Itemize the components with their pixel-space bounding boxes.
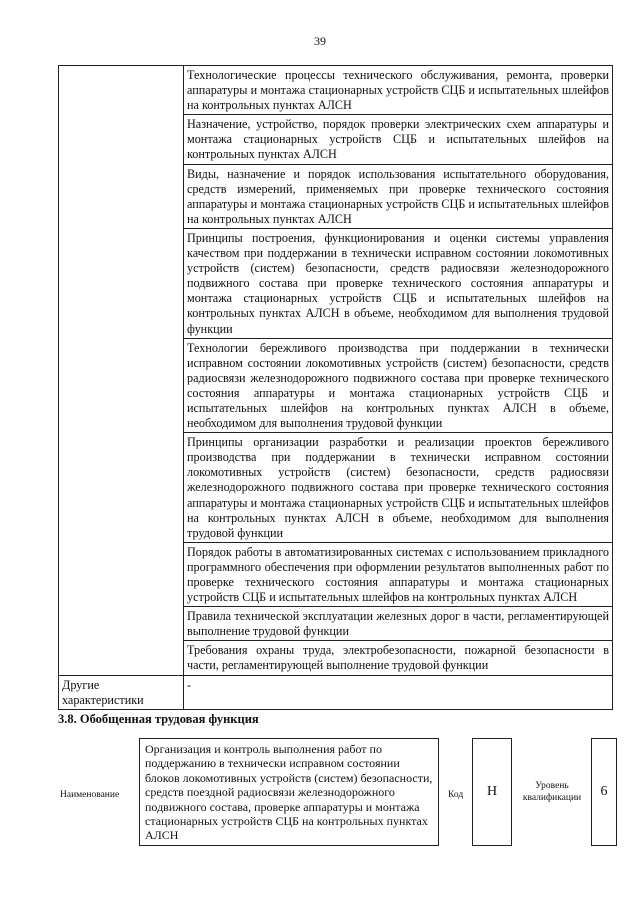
knowledge-item: Принципы организации разработки и реализации проектов бережливого производства при поддержании в технически исправном состоянии локомотивных устройств (систем) безопасности, средств радиосвязи железнодорожного подвижного состава при проверке технического состояния аппаратуры и монтажа стационарных устройств СЦБ и испытательных шлейфов на контрольных пунктах АЛСН в объеме, необходимом для выполнения трудовой функции bbox=[184, 433, 613, 543]
table-row bbox=[59, 675, 613, 709]
knowledge-item: Принципы построения, функционирования и оценки системы управления качеством при поддержании в технически исправном состоянии локомотивных устройств (систем) безопасности, средств радиосвязи железнодорожного подвижного состава при проверке технического состояния аппаратуры и монтажа стационарных устройств СЦБ и испытательных шлейфов на контрольных пунктах АЛСН в объеме, необходимом для выполнения трудовой функции bbox=[184, 228, 613, 338]
name-label: Наименование bbox=[60, 790, 120, 800]
section-heading: 3.8. Обобщенная трудовая функция bbox=[58, 712, 259, 726]
knowledge-item: Правила технической эксплуатации железных дорог в части, регламентирующей выполнение трудовой функции bbox=[184, 607, 613, 641]
knowledge-table bbox=[58, 65, 613, 710]
knowledge-item: Технологические процессы технического обслуживания, ремонта, проверки аппаратуры и монтажа стационарных устройств СЦБ и испытательных шлейфов на контрольных пунктах АЛСН bbox=[184, 66, 613, 115]
knowledge-label-cell bbox=[59, 66, 184, 676]
knowledge-item: Технологии бережливого производства при поддержании в технически исправном состоянии локомотивных устройств (систем) безопасности, средств радиосвязи железнодорожного подвижного состава при проверке технического состояния аппаратуры и монтажа стационарных устройств СЦБ и испытательных шлейфов на контрольных пунктах АЛСН в объеме, необходимом для выполнения трудовой функции bbox=[184, 338, 613, 433]
knowledge-item: Виды, назначение и порядок использования испытательного оборудования, средств измерений, применяемых при проверке технического состояния аппаратуры и монтажа стационарных устройств СЦБ и испытательных шлейфов на контрольных пунктах АЛСН bbox=[184, 164, 613, 228]
table-row bbox=[59, 66, 613, 115]
name-value: Организация и контроль выполнения работ по поддержанию в технически исправном состоянии блоков локомотивных устройств (систем) безопасности, средств поездной радиосвязи железнодорожного подвижного состава, проверке аппаратуры и монтажа стационарных устройств СЦБ на контрольных пунктах АЛСН bbox=[139, 738, 439, 846]
page-number: 39 bbox=[314, 34, 326, 48]
knowledge-item: Требования охраны труда, электробезопасности, пожарной безопасности в части, регламентирующей выполнение трудовой функции bbox=[184, 641, 613, 675]
generalized-function-block bbox=[58, 738, 618, 850]
knowledge-item: Назначение, устройство, порядок проверки электрических схем аппаратуры и монтажа стационарных устройств СЦБ и испытательных шлейфов на контрольных пунктах АЛСН bbox=[184, 115, 613, 164]
code-value: Н bbox=[472, 738, 512, 846]
knowledge-item: Порядок работы в автоматизированных системах с использованием прикладного программного обеспечения при оформлении результатов выполненных работ по проверке технического состояния аппаратуры и монтажа стационарных устройств СЦБ и испытательных шлейфов на контрольных пунктах АЛСН bbox=[184, 542, 613, 606]
other-characteristics-value: - bbox=[184, 675, 613, 709]
qualification-level-label: Уровень квалификации bbox=[522, 781, 582, 803]
other-characteristics-label: Другие характеристики bbox=[59, 675, 184, 709]
qualification-level-value: 6 bbox=[591, 738, 617, 846]
code-label: Код bbox=[448, 790, 464, 800]
